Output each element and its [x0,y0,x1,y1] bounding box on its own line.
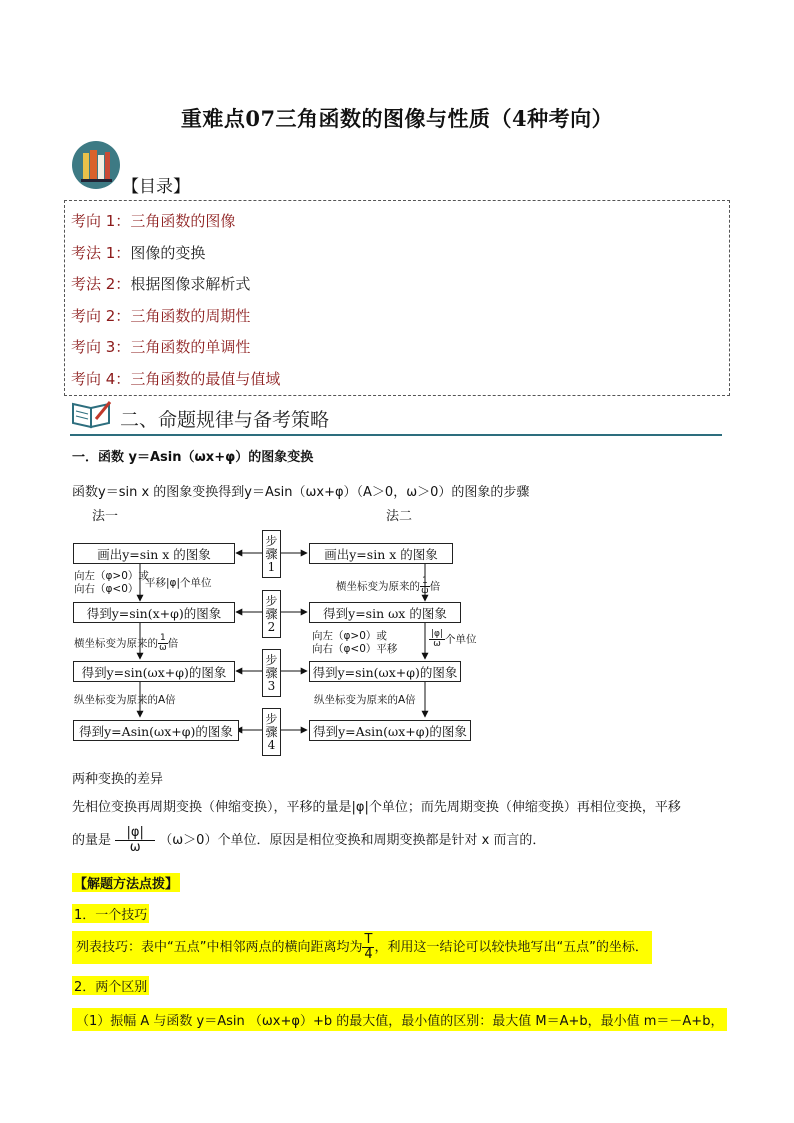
toc-item-prefix: 考法 2： [71,275,131,293]
diff-line-1: 先相位变换再周期变换（伸缩变换），平移的量是|φ|个单位；而先周期变换（伸缩变换）再相位变换，平移 [72,800,681,815]
toc-item-label: 根据图像求解析式 [130,275,251,293]
method1-label: 法一 [92,509,119,524]
tips-heading: 【解题方法点拨】 [72,873,180,892]
tip-1-title: 1．一个技巧 [72,904,149,923]
right-shift-tail: 个单位 [445,633,477,646]
toc-item-prefix: 考向 1： [71,212,131,230]
right-shift-den: ω [433,639,441,649]
left-box-4: 得到y=Asin(ωx+φ)的图象 [73,720,239,741]
step-box-4 [262,708,281,756]
toc-item-label: 图像的变换 [130,243,206,262]
step-char: 骤 [265,665,278,680]
diff-frac-num: |φ| [115,826,155,841]
left-box-3: 得到y=sin(ωx+φ)的图象 [73,661,235,682]
diff-frac-den: ω [129,840,141,855]
tip-2-title: 2．两个区别 [72,976,149,995]
section-title: 二、命题规律与备考策略 [120,409,330,431]
left-box-1: 画出y=sin x 的图象 [73,543,235,564]
method2-label: 法二 [386,509,413,524]
toc-item-label: 三角函数的单调性 [130,338,251,356]
tip-1-text-pre: 列表技巧：表中“五点”中相邻两点的横向距离均为 [76,940,363,955]
right-box-3: 得到y=sin(ωx+φ)的图象 [309,661,461,682]
toc-item-prefix: 考向 4： [71,369,131,388]
right-shift-amount [429,630,477,649]
step-number: 4 [267,737,276,752]
right-scale-x [336,577,440,596]
left-scale-x-text: 横坐标变为原来的 [74,637,158,650]
step-box-3 [262,649,281,697]
right-scale-x-den: ω [421,586,429,596]
right-shift-note-2: 向右（φ<0）平移 [312,643,398,655]
right-scale-x-text: 横坐标变为原来的 [336,580,420,593]
right-scale-y: 纵坐标变为原来的A倍 [314,694,416,706]
tip-1-frac-den: 4 [364,947,373,962]
tip-1-frac-num: T [364,932,373,947]
step-char: 步 [265,652,278,667]
step-box-2 [262,590,281,638]
tip-1-text [72,931,652,964]
step-char: 步 [265,533,278,548]
right-scale-x-tail: 倍 [429,580,441,593]
left-box-2: 得到y=sin(x+φ)的图象 [73,602,235,623]
right-shift-num: |φ| [431,629,444,639]
toc-item-label: 三角函数的图像 [130,212,236,230]
left-scale-x-tail: 倍 [167,637,179,650]
right-box-1: 画出y=sin x 的图象 [309,543,453,564]
subsection-title: 一．函数 y＝Asin（ωx+φ）的图象变换 [72,450,314,465]
step-number: 1 [267,559,276,574]
toc-item-prefix: 考法 1： [71,243,131,262]
diff-line-2-pre: 的量是 [72,833,112,848]
left-scale-x [74,634,178,653]
tip-2-text: （1）振幅 A 与函数 y＝Asin （ωx+φ）+b 的最大值，最小值的区别：最大值 M＝A+b，最小值 m＝－A+b， [72,1008,727,1031]
right-box-2: 得到y=sin ωx 的图象 [309,602,461,623]
left-scale-x-num: 1 [160,633,166,643]
right-shift-note-1: 向左（φ>0）或 [312,630,387,642]
right-box-4: 得到y=Asin(ωx+φ)的图象 [309,720,471,741]
step-number: 3 [267,678,276,693]
step-char: 骤 [265,606,278,621]
tip-1-text-post: ，利用这一结论可以较快地写出“五点”的坐标． [374,940,648,955]
toc-item-label: 三角函数的周期性 [130,306,251,325]
left-scale-x-den: ω [159,643,167,653]
left-shift-note-1: 向左（φ>0）或 [74,570,149,582]
step-char: 骤 [265,546,278,561]
diff-line-2 [72,826,545,855]
page-title: 重难点07三角函数的图像与性质（4种考向） [180,106,614,131]
right-scale-x-num: 1 [422,576,428,586]
step-box-1 [262,530,281,578]
step-char: 步 [265,593,278,608]
toc-item-prefix: 考向 2： [71,306,131,325]
step-char: 步 [265,711,278,726]
left-shift-amount: 平移|φ|个单位 [145,577,212,589]
intro-text: 函数y＝sin x 的图象变换得到y＝Asin（ωx+φ）（A＞0，ω＞0）的图象的步骤 [72,485,530,500]
diff-heading: 两种变换的差异 [72,772,164,787]
step-number: 2 [267,619,276,634]
left-shift-note-2: 向右（φ<0） [74,583,139,595]
toc-item-prefix: 考向 3： [71,338,131,356]
left-scale-y: 纵坐标变为原来的A倍 [74,694,176,706]
step-char: 骤 [265,724,278,739]
diff-line-2-post: （ω＞0）个单位．原因是相位变换和周期变换都是针对 x 而言的． [159,833,546,848]
toc-heading: 【目录】 [122,177,190,197]
toc-item-label: 三角函数的最值与值域 [130,369,281,388]
